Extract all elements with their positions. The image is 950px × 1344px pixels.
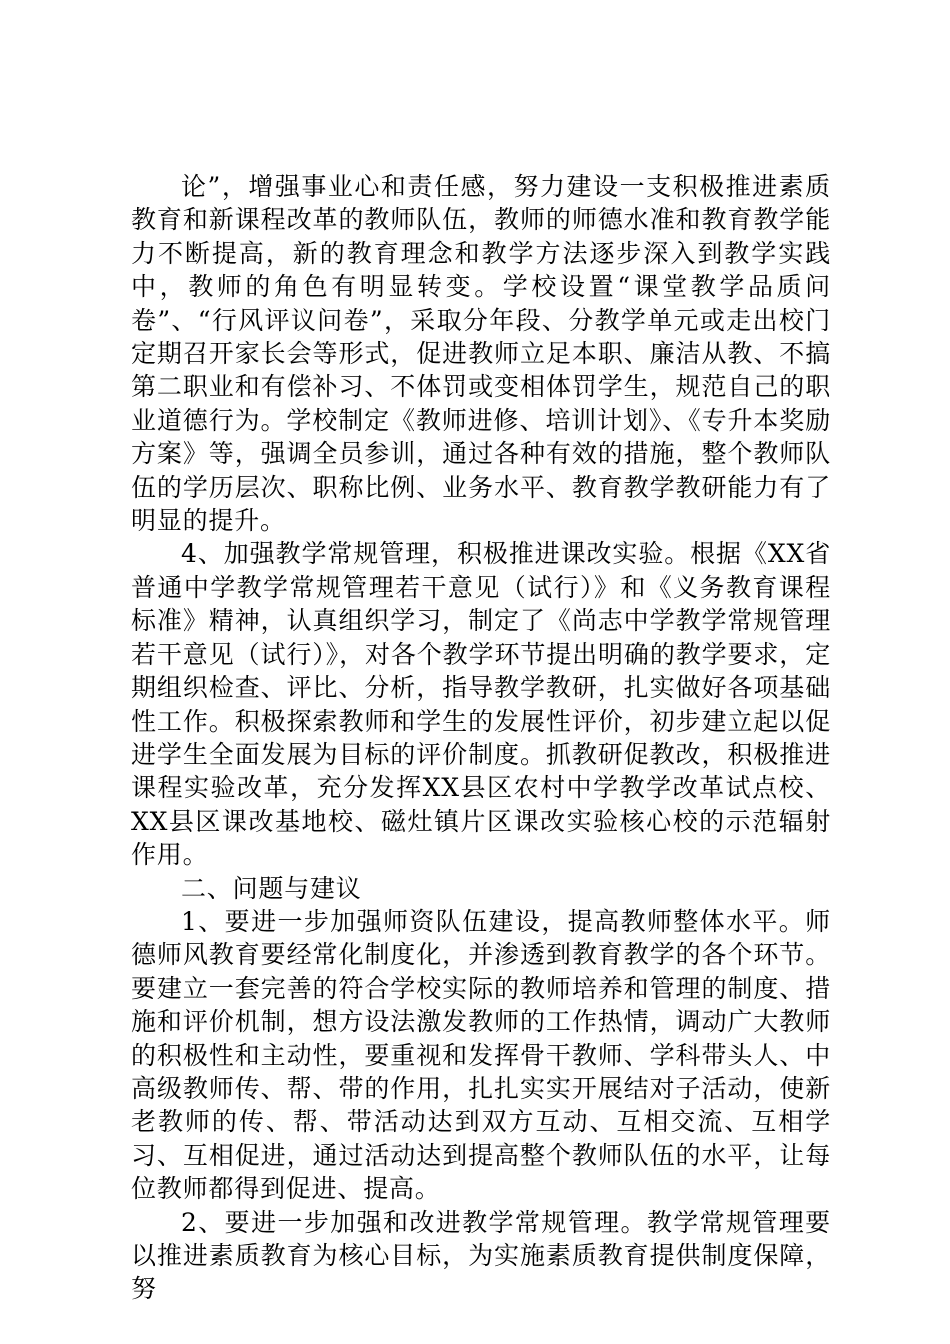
paragraph-suggestion-2: 2、要进一步加强和改进教学常规管理。教学常规管理要以推进素质教育为核心目标，为实施素质教育提供制度保障，努 [131,1207,831,1304]
document-body [131,170,831,1306]
paragraph-teaching-routine: 4、加强教学常规管理，积极推进课改实验。根据《XX省普通中学教学常规管理若干意见（试行）》和《义务教育课程标准》精神，认真组织学习，制定了《尚志中学教学常规管理若干意见（试行）》，对各个教学环节提出明确的教学要求，定期组织检查、评比、分析，指导教学教研，扎实做好各项基础性工作。积极探索教师和学生的发展性评价，初步建立起以促进学生全面发展为目标的评价制度。抓教研促教改，积极推进课程实验改革，充分发挥XX县区农村中学教学改革试点校、XX县区课改基地校、磁灶镇片区课改实验核心校的示范辐射作用。 [131,539,831,870]
section-heading-problems-suggestions: 二、问题与建议 [181,873,362,903]
paragraph-teacher-team: 论”，增强事业心和责任感，努力建设一支积极推进素质教育和新课程改革的教师队伍，教师的师德水准和教育教学能力不断提高，新的教育理念和教学方法逐步深入到教学实践中，教师的角色有明显转变。学校设置“课堂教学品质问卷”、“行风评议问卷”，采取分年段、分教学单元或走出校门定期召开家长会等形式，促进教师立足本职、廉洁从教、不搞第二职业和有偿补习、不体罚或变相体罚学生，规范自己的职业道德行为。学校制定《教师进修、培训计划》、《专升本奖励方案》等，强调全员参训，通过各种有效的措施，整个教师队伍的学历层次、职称比例、业务水平、教育教学教研能力有了明显的提升。 [131,172,831,536]
paragraph-suggestion-1: 1、要进一步加强师资队伍建设，提高教师整体水平。师德师风教育要经常化制度化，并渗透到教育教学的各个环节。要建立一套完善的符合学校实际的教师培养和管理的制度、措施和评价机制，想方设法激发教师的工作热情，调动广大教师的积极性和主动性，要重视和发挥骨干教师、学科带头人、中高级教师传、帮、带的作用，扎扎实实开展结对子活动，使新老教师的传、帮、带活动达到双方互动、互相交流、互相学习、互相促进，通过活动达到提高整个教师队伍的水平，让每位教师都得到促进、提高。 [131,906,831,1204]
